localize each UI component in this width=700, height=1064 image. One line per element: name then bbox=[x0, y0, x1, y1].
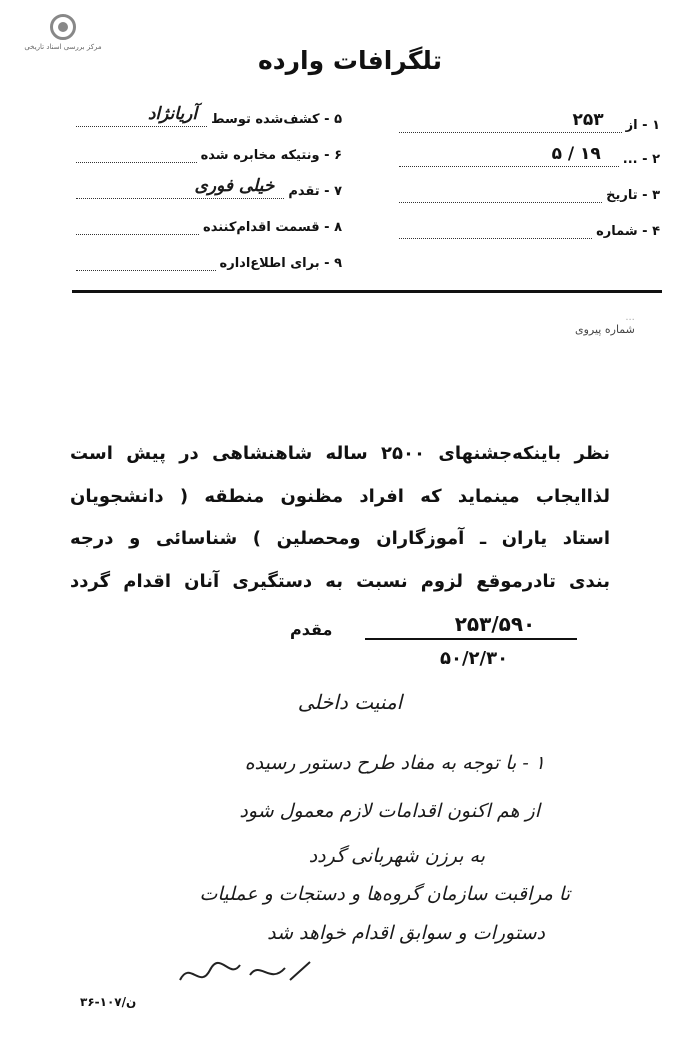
field-value: ۲۵۳ bbox=[572, 110, 604, 130]
field-row-left bbox=[395, 110, 660, 133]
field-value: ۱۹ / ۵ bbox=[551, 144, 601, 164]
signature-title: امنیت داخلی bbox=[297, 690, 403, 714]
field-dots bbox=[76, 222, 199, 235]
field-row-left bbox=[395, 224, 660, 239]
body-line: لذاایجاب مینماید که افراد مظنون منطقه ( دانشجویان bbox=[70, 485, 610, 507]
field-dots bbox=[76, 104, 207, 127]
field-row-right bbox=[72, 220, 342, 235]
handwritten-line: دستورات و سوابق اقدام خواهد شد bbox=[267, 922, 545, 944]
field-value: آریانژاد bbox=[147, 104, 198, 124]
body-line: نظر باینکه‌جشنهای ۲۵۰۰ ساله شاهنشاهی در پیش است bbox=[70, 443, 610, 464]
field-label: ۱ - از bbox=[625, 118, 660, 133]
logo-text: مرکز بررسی اسناد تاریخی bbox=[24, 43, 102, 51]
telegram-date: ۵۰/۲/۳۰ bbox=[440, 648, 509, 669]
follow-up-text: شماره پیروی bbox=[575, 323, 635, 336]
field-value: خیلی فوری bbox=[194, 176, 275, 196]
field-label: ۶ - ونتیکه مخابره شده bbox=[200, 148, 342, 163]
field-label: ۲ - ... bbox=[622, 152, 660, 167]
field-dots bbox=[76, 176, 284, 199]
header-divider bbox=[72, 290, 662, 293]
field-dots bbox=[76, 150, 197, 163]
telegram-body bbox=[70, 433, 610, 603]
field-label: ۹ - برای اطلاع‌اداره bbox=[219, 256, 342, 271]
field-dots bbox=[399, 226, 592, 239]
faint-stamp: ... bbox=[625, 312, 635, 323]
field-label: ۷ - تقدم bbox=[288, 184, 342, 199]
reference-underline bbox=[365, 638, 577, 640]
field-dots bbox=[399, 110, 622, 133]
handwritten-line: ۱ - با توجه به مفاد طرح دستور رسیده bbox=[244, 752, 545, 774]
body-line: استاد یاران ـ آموزگاران ومحصلین ) شناسائی و درجه bbox=[70, 528, 610, 549]
field-row-left bbox=[395, 144, 660, 167]
field-row-right bbox=[72, 176, 342, 199]
document-title: تلگرافات وارده bbox=[258, 46, 442, 75]
field-dots bbox=[399, 144, 619, 167]
handwritten-line: به برزن شهربانی گردد bbox=[308, 845, 485, 867]
body-line: بندی تادرموقع لزوم نسبت به دستگیری آنان اقدام گردد bbox=[70, 570, 610, 592]
archive-emblem-icon bbox=[50, 14, 76, 40]
field-label: ۳ - تاریخ bbox=[606, 188, 660, 203]
footer-code: ۳۶-۱۰۷/ن bbox=[80, 995, 137, 1009]
reference-number: ۲۵۳/۵۹۰ bbox=[454, 612, 536, 636]
follow-up-number-label bbox=[575, 312, 635, 336]
field-label: ۵ - کشف‌شده توسط bbox=[211, 112, 342, 127]
handwritten-line: از هم اکنون اقدامات لازم معمول شود bbox=[239, 800, 540, 822]
field-dots bbox=[399, 190, 602, 203]
field-label: ۴ - شماره bbox=[596, 224, 660, 239]
field-dots bbox=[76, 258, 216, 271]
handwritten-line: تا مراقبت سازمان گروه‌ها و دستجات و عملیات bbox=[199, 883, 570, 905]
field-row-right bbox=[72, 104, 342, 127]
field-label: ۸ - قسمت اقدام‌کننده bbox=[203, 220, 342, 235]
muqaddam-label: مقدم bbox=[290, 620, 333, 639]
field-row-right bbox=[72, 148, 342, 163]
field-row-right bbox=[72, 256, 342, 271]
field-row-left bbox=[395, 188, 660, 203]
